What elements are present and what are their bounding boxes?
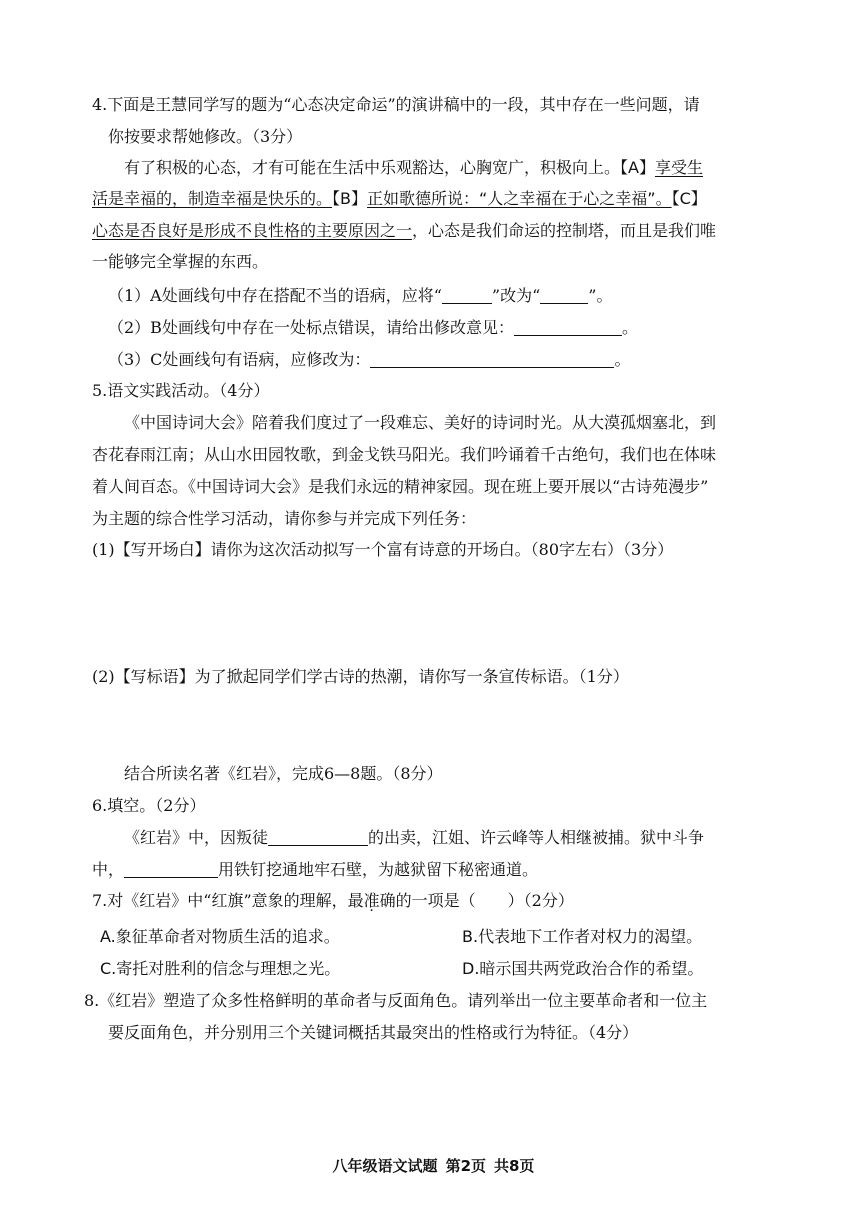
q4-sub2-end: 。 bbox=[621, 318, 638, 337]
q7-stem-text: 7.对《红岩》中“红旗”意象的理解， bbox=[92, 891, 348, 910]
q5-task2-answer-area[interactable] bbox=[92, 696, 772, 756]
q6-line1-text2: 的出卖，江姐、许云峰等人相继被捕。狱中斗争 bbox=[368, 828, 705, 847]
q6-stem: 6.填空。（2分） bbox=[92, 796, 206, 815]
q5-para-line2: 杏花春雨江南；从山水田园牧歌，到金戈铁马阳光。我们吟诵着千古绝句，我们也在体味 bbox=[92, 445, 717, 464]
q4-passage-line1 bbox=[124, 157, 703, 179]
sentence-b: 正如歌德所说：“人之幸福在于心之幸福”。 bbox=[367, 189, 672, 208]
q4-sub3-end: 。 bbox=[614, 350, 631, 369]
footer-title: 八年级语文试题 bbox=[332, 1157, 438, 1175]
sentence-a-part2: 活是幸福的，制造幸福是快乐的。 bbox=[92, 189, 333, 208]
q7-option-d[interactable]: D.暗示国共两党政治合作的希望。 bbox=[462, 959, 704, 978]
q7-option-c[interactable]: C.寄托对胜利的信念与理想之光。 bbox=[100, 959, 341, 978]
footer-total: 共8页 bbox=[494, 1157, 535, 1175]
q4-sub1-text: （1）A处画线句中存在搭配不当的语病，应将“ bbox=[108, 286, 442, 305]
marker-c: 【C】 bbox=[671, 189, 707, 208]
q4-sub3-text: （3）C处画线句有语病，应修改为： bbox=[108, 350, 371, 369]
q4-passage-line2 bbox=[92, 188, 707, 210]
q6-blank1[interactable] bbox=[268, 829, 368, 846]
q5-para-line3: 着人间百态。《中国诗词大会》是我们永远的精神家园。现在班上要开展以“古诗苑漫步” bbox=[92, 477, 709, 496]
q4-sub2-text: （2）B处画线句中存在一处标点错误，请给出修改意见： bbox=[108, 318, 514, 337]
q7-emphasis-text: 最准确 bbox=[347, 891, 396, 910]
q5-para-line1: 《中国诗词大会》陪着我们度过了一段难忘、美好的诗词时光。从大漠孤烟塞北，到 bbox=[124, 413, 717, 432]
q4-sub3 bbox=[108, 349, 630, 371]
sentence-c: 心态是否良好是形成不良性格的主要原因之一 bbox=[92, 221, 413, 240]
q6-line2-text: 中， bbox=[92, 860, 125, 879]
q8-stem-line2: 要反面角色，并分别用三个关键词概括其最突出的性格或行为特征。（4分） bbox=[108, 1023, 639, 1042]
q4-sub2 bbox=[108, 317, 638, 339]
q7-emphasis bbox=[348, 891, 396, 910]
footer-page: 第2页 bbox=[445, 1157, 486, 1175]
q4-sub3-blank[interactable] bbox=[370, 351, 614, 368]
q4-passage-text: 有了积极的心态，才有可能在生活中乐观豁达，心胸宽广，积极向上。 bbox=[124, 158, 621, 177]
q5-para-line4: 为主题的综合性学习活动，请你参与并完成下列任务： bbox=[92, 509, 477, 528]
q7-option-b[interactable]: B.代表地下工作者对权力的渴望。 bbox=[462, 927, 703, 946]
marker-a: 【A】 bbox=[620, 158, 655, 177]
q4-stem-line1: 4.下面是王慧同学写的题为“心态决定命运”的演讲稿中的一段，其中存在一些问题，请 bbox=[92, 95, 700, 114]
hongyan-intro: 结合所读名著《红岩》，完成6—8题。（8分） bbox=[124, 764, 443, 783]
q4-sub1-text2: ”改为“ bbox=[491, 286, 541, 305]
q7-stem bbox=[92, 890, 574, 912]
q4-sub2-blank[interactable] bbox=[514, 319, 622, 336]
q5-task1: (1)【写开场白】请你为这次活动拟写一个富有诗意的开场白。（80字左右）（3分） bbox=[92, 540, 674, 559]
q6-line2 bbox=[92, 859, 538, 881]
q4-sub1-text3: ”。 bbox=[588, 286, 613, 305]
page-footer bbox=[0, 1155, 867, 1176]
q5-task1-answer-area[interactable] bbox=[92, 570, 772, 660]
q4-passage-rest: ，心态是我们命运的控制塔，而且是我们唯 bbox=[412, 221, 717, 240]
q6-line1-text: 《红岩》中，因叛徒 bbox=[124, 828, 269, 847]
q8-answer-area[interactable] bbox=[92, 1052, 772, 1142]
q6-line2-text2: 用铁钉挖通地牢石壁，为越狱留下秘密通道。 bbox=[218, 860, 539, 879]
q8-stem-line1: 8.《红岩》塑造了众多性格鲜明的革命者与反面角色。请列举出一位主要革命者和一位主 bbox=[84, 991, 708, 1010]
q5-stem: 5.语文实践活动。（4分） bbox=[92, 381, 270, 400]
q7-stem-text2: 的一项是（ ）（2分） bbox=[395, 891, 574, 910]
marker-b: 【B】 bbox=[332, 189, 367, 208]
q7-option-a[interactable]: A.象征革命者对物质生活的追求。 bbox=[100, 927, 340, 946]
q4-sub1-blank1[interactable] bbox=[442, 287, 492, 304]
q4-passage-line3 bbox=[92, 220, 716, 242]
sentence-a-part1: 享受生 bbox=[654, 158, 703, 177]
q4-stem-line2: 你按要求帮她修改。（3分） bbox=[108, 127, 303, 146]
q6-blank2[interactable] bbox=[124, 861, 218, 878]
q4-passage-line4: 一能够完全掌握的东西。 bbox=[92, 252, 269, 271]
q5-task2: (2)【写标语】为了掀起同学们学古诗的热潮，请你写一条宣传标语。（1分） bbox=[92, 667, 629, 686]
q6-line1 bbox=[124, 827, 704, 849]
q4-sub1 bbox=[108, 285, 612, 307]
q4-sub1-blank2[interactable] bbox=[540, 287, 588, 304]
